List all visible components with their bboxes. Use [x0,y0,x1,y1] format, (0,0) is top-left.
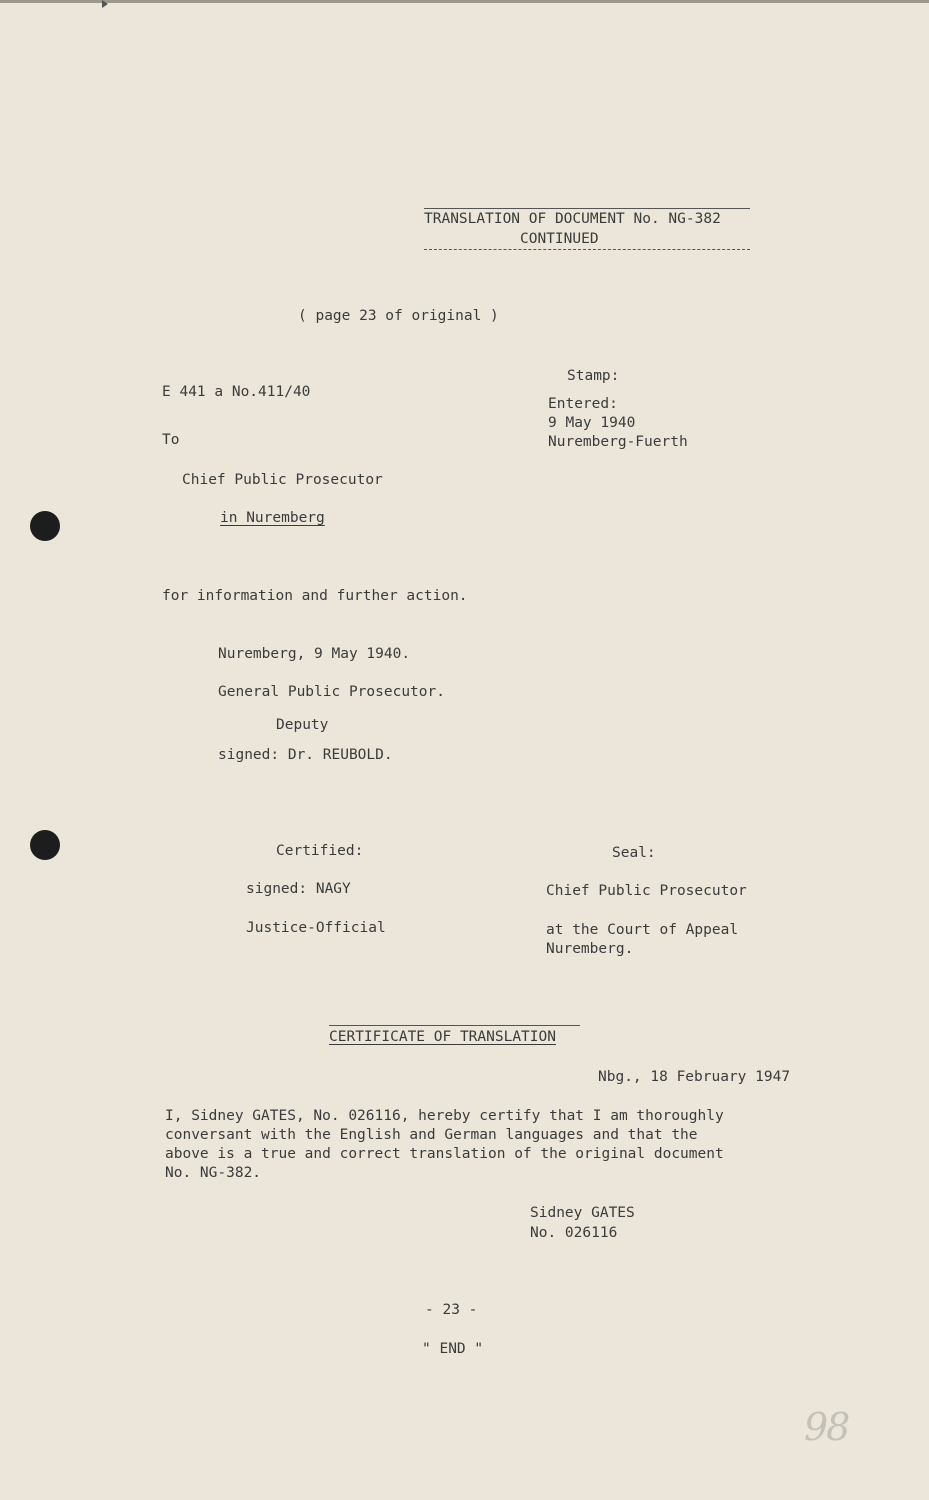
header-rule-top [424,208,750,209]
seal-line-1: Chief Public Prosecutor [546,883,747,899]
seal-line-2: at the Court of Appeal [546,922,739,938]
header-rule-bottom [424,249,750,250]
certified-signed: signed: NAGY [246,881,351,897]
signature-role: Deputy [276,717,329,733]
end-marker: " END " [422,1341,484,1357]
header-subtitle: CONTINUED [520,231,599,247]
certificate-body-line-3: above is a true and correct translation of the original document [165,1146,724,1162]
punch-hole-top [30,511,60,541]
seal-label: Seal: [612,845,656,861]
stamp-date: 9 May 1940 [548,415,636,431]
stamp-entered: Entered: [548,396,618,412]
certified-title: Justice-Official [246,920,386,936]
seal-line-3: Nuremberg. [546,941,634,957]
certificate-body-line-2: conversant with the English and German languages and that the [165,1127,698,1143]
certificate-body-line-4: No. NG-382. [165,1165,262,1181]
header-title: TRANSLATION OF DOCUMENT No. NG-382 [424,211,721,227]
address-recipient: Chief Public Prosecutor [182,472,383,488]
certified-label: Certified: [276,843,364,859]
signature-place-date: Nuremberg, 9 May 1940. [218,646,411,662]
punch-hole-bottom [30,830,60,860]
address-place: in Nuremberg [220,510,325,526]
certificate-title: CERTIFICATE OF TRANSLATION [329,1029,556,1045]
certificate-body-line-1: I, Sidney GATES, No. 026116, hereby certify that I am thoroughly [165,1108,724,1124]
certificate-signer-name: Sidney GATES [530,1205,635,1221]
pencil-page-note: 98 [804,1405,849,1449]
signature-office: General Public Prosecutor. [218,684,445,700]
address-to: To [162,432,180,448]
page-number: - 23 - [425,1302,478,1318]
purpose-line: for information and further action. [162,588,468,604]
corner-mark [102,0,108,8]
page-note: ( page 23 of original ) [298,308,499,324]
stamp-place: Nuremberg-Fuerth [548,434,688,450]
certificate-date: Nbg., 18 February 1947 [598,1069,791,1085]
page-top-edge [0,0,929,3]
certificate-rule [329,1025,580,1026]
reference-number: E 441 a No.411/40 [162,384,311,400]
signature-signed: signed: Dr. REUBOLD. [218,747,393,763]
stamp-label: Stamp: [567,368,620,384]
certificate-signer-number: No. 026116 [530,1225,618,1241]
